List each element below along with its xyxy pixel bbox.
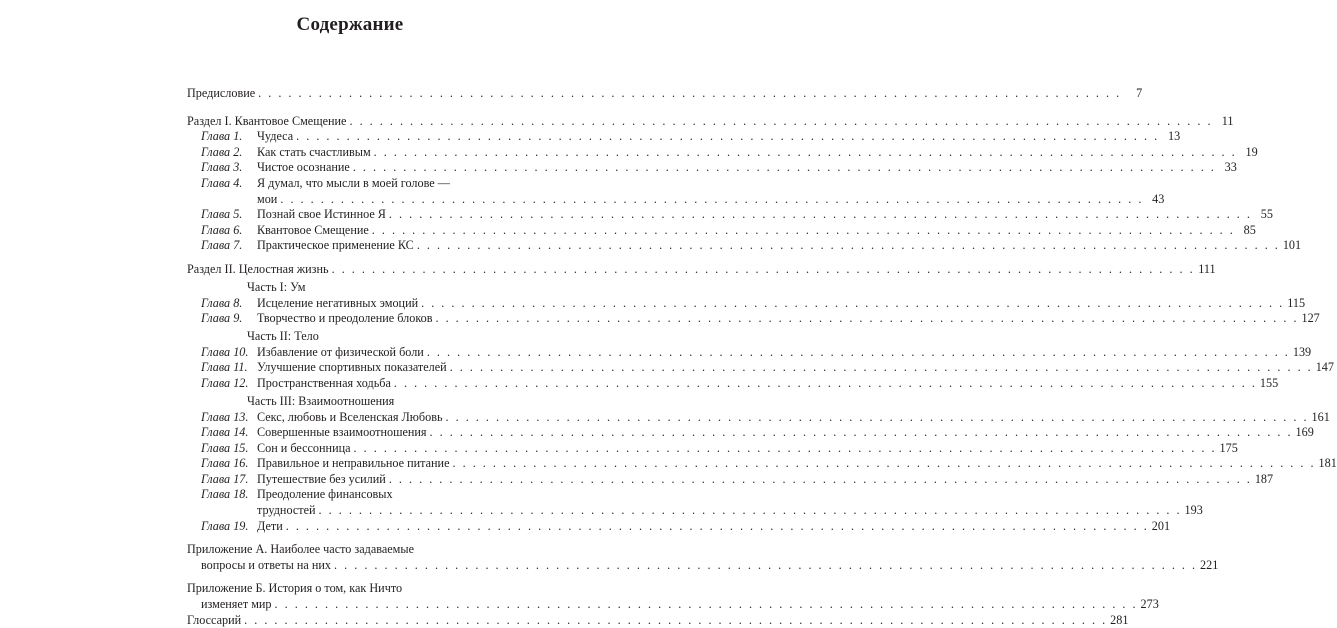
toc-entry-chapter-1[interactable] (187, 129, 1181, 145)
toc-entry-chapter-12[interactable] (187, 375, 1279, 392)
page-number: 85 (1243, 222, 1256, 237)
entry-title: Исцеление негативных эмоций (257, 295, 419, 310)
part-heading-3: Часть III: Взаимоотношения (247, 393, 395, 408)
entry-title: Познай свое Истинное Я (257, 207, 386, 222)
chapter-label: Глава 14. (201, 425, 249, 440)
page-number: 155 (1259, 375, 1279, 390)
toc-entry-chapter-2[interactable] (187, 144, 1258, 161)
toc-entry-chapter-19[interactable] (187, 518, 1171, 535)
toc-entry-appendix-b[interactable] (187, 581, 511, 597)
leader-dots (389, 207, 1252, 223)
toc-entry-chapter-5[interactable] (187, 207, 1273, 223)
toc-entry-chapter-15[interactable] (187, 440, 1238, 457)
page-number: 13 (1167, 129, 1181, 144)
entry-title-continued: изменяет мир (201, 597, 272, 612)
page-number: 111 (1198, 261, 1216, 276)
leader-dots (280, 192, 1143, 208)
leader-dots (296, 129, 1159, 145)
chapter-label: Глава 3. (201, 160, 243, 175)
leader-dots (354, 441, 1217, 457)
chapter-label: Глава 16. (201, 456, 249, 471)
chapter-label: Глава 13. (201, 409, 249, 424)
entry-title: Глоссарий (187, 612, 242, 627)
leader-dots (446, 410, 1309, 426)
page-number: 147 (1315, 360, 1334, 375)
entry-title: Я думал, что мысли в моей голове — (257, 175, 450, 190)
entry-title: Пространственная ходьба (257, 375, 391, 390)
entry-title: Приложение Б. История о том, как Ничто (187, 581, 403, 596)
chapter-label: Глава 17. (201, 471, 249, 486)
leader-dots (275, 597, 1138, 613)
page-number: 139 (1292, 344, 1312, 359)
leader-dots (417, 238, 1280, 254)
part-heading-2: Часть II: Тело (247, 329, 319, 344)
toc-entry-chapter-4[interactable] (187, 176, 511, 192)
chapter-label: Глава 5. (201, 207, 243, 222)
entry-title: Как стать счастливым (257, 144, 371, 159)
chapter-label: Глава 2. (201, 144, 243, 159)
toc-entry-chapter-16[interactable] (187, 456, 1337, 472)
toc-entry-glossary[interactable] (187, 612, 1129, 628)
page-number: 187 (1254, 471, 1274, 486)
page-number: 115 (1287, 295, 1306, 310)
toc-entry-chapter-14[interactable] (187, 425, 1314, 441)
entry-title: Предисловие (187, 86, 256, 100)
leader-dots (389, 472, 1252, 488)
leader-dots (372, 223, 1235, 239)
leader-dots (353, 160, 1216, 176)
entry-title: Избавление от физической боли (257, 344, 424, 359)
page-number: 11 (1221, 113, 1234, 128)
leader-dots (244, 613, 1107, 628)
leader-dots (334, 558, 1197, 574)
chapter-label: Глава 11. (201, 360, 248, 375)
chapter-label: Глава 8. (201, 295, 243, 310)
toc-entry-section-2[interactable] (187, 261, 1216, 278)
chapter-label: Глава 15. (201, 440, 249, 455)
leader-dots (258, 86, 1121, 102)
toc-entry-chapter-18[interactable] (187, 487, 511, 503)
page-number: 175 (1219, 440, 1238, 455)
leader-dots (421, 296, 1284, 312)
leader-dots (332, 262, 1195, 278)
toc-entry-section-1[interactable] (187, 113, 1234, 130)
entry-title-continued: мои (257, 191, 278, 206)
page-number: 33 (1224, 160, 1237, 175)
page-number: 19 (1245, 144, 1258, 159)
entry-title: Правильное и неправильное питание (257, 456, 450, 471)
toc-entry-appendix-a[interactable] (187, 542, 511, 558)
toc-entry-preface[interactable] (187, 86, 1143, 102)
page-number: 221 (1200, 557, 1219, 572)
page-number: 201 (1151, 518, 1171, 533)
toc-entry-chapter-17[interactable] (187, 471, 1274, 488)
entry-title: Преодоление финансовых (257, 487, 393, 502)
page-number: 55 (1260, 207, 1273, 222)
toc-entry-chapter-4-continued[interactable] (187, 191, 1165, 208)
entry-title: Секс, любовь и Вселенская Любовь (257, 409, 443, 424)
leader-dots (453, 456, 1316, 472)
entry-title: Практическое применение КС (257, 238, 414, 253)
entry-title: Путешествие без усилий (257, 471, 386, 486)
chapter-label: Глава 6. (201, 222, 243, 237)
entry-title: Творчество и преодоление блоков (257, 311, 433, 326)
entry-title-continued: вопросы и ответы на них (201, 557, 332, 572)
entry-title: Приложение А. Наиболее часто задаваемые (187, 542, 414, 557)
entry-title: Дети (257, 518, 283, 533)
toc-entry-chapter-3[interactable] (187, 160, 1237, 176)
toc-entry-chapter-18-continued[interactable] (187, 503, 1203, 519)
chapter-label: Глава 12. (201, 375, 249, 390)
leader-dots (349, 114, 1212, 130)
chapter-label: Глава 9. (201, 311, 243, 326)
chapter-label: Глава 7. (201, 238, 243, 253)
leader-dots (430, 425, 1293, 441)
entry-title: Раздел I. Квантовое Смещение (187, 113, 347, 128)
entry-title: Чистое осознание (257, 160, 350, 175)
chapter-label: Глава 4. (201, 175, 243, 190)
entry-title: Чудеса (257, 129, 294, 144)
leader-dots (286, 519, 1149, 535)
toc-entry-chapter-13[interactable] (187, 409, 1330, 426)
leader-dots (319, 503, 1182, 519)
page-number: 273 (1140, 597, 1159, 612)
entry-title: Сон и бессонница (257, 440, 351, 455)
page-number: 127 (1301, 311, 1320, 326)
entry-title: Улучшение спортивных показателей (257, 360, 447, 375)
page-number: 7 (1136, 86, 1143, 100)
chapter-label: Глава 18. (201, 487, 249, 502)
leader-dots (374, 145, 1237, 161)
toc-entry-chapter-10[interactable] (187, 344, 1312, 361)
page-number: 169 (1295, 425, 1314, 440)
leader-dots (435, 311, 1298, 327)
part-heading-1: Часть I: Ум (247, 279, 306, 294)
page-title: Содержание (296, 14, 404, 35)
leader-dots (450, 360, 1313, 376)
toc-entry-chapter-6[interactable] (187, 222, 1256, 239)
toc-entry-chapter-8[interactable] (187, 295, 1306, 312)
toc-entry-chapter-11[interactable] (187, 360, 1334, 376)
chapter-label: Глава 19. (201, 518, 249, 533)
leader-dots (394, 376, 1257, 392)
toc-entry-appendix-b-continued[interactable] (187, 597, 1159, 613)
chapter-label: Глава 10. (201, 344, 249, 359)
chapter-label: Глава 1. (201, 129, 243, 144)
page-number: 161 (1311, 409, 1330, 424)
toc-entry-chapter-9[interactable] (187, 311, 1320, 327)
leader-dots (427, 345, 1290, 361)
entry-title: Совершенные взаимоотношения (257, 425, 427, 440)
page-number: 181 (1318, 456, 1337, 471)
table-of-contents (187, 86, 1337, 628)
entry-title: Квантовое Смещение (257, 222, 369, 237)
page-number: 193 (1184, 503, 1203, 518)
toc-entry-appendix-a-continued[interactable] (187, 557, 1219, 574)
page-number: 43 (1152, 191, 1165, 206)
toc-entry-chapter-7[interactable] (187, 238, 1302, 254)
page-number: 281 (1110, 612, 1129, 627)
entry-title-continued: трудностей (257, 503, 316, 518)
page-number: 101 (1282, 238, 1302, 253)
entry-title: Раздел II. Целостная жизнь (187, 261, 329, 276)
